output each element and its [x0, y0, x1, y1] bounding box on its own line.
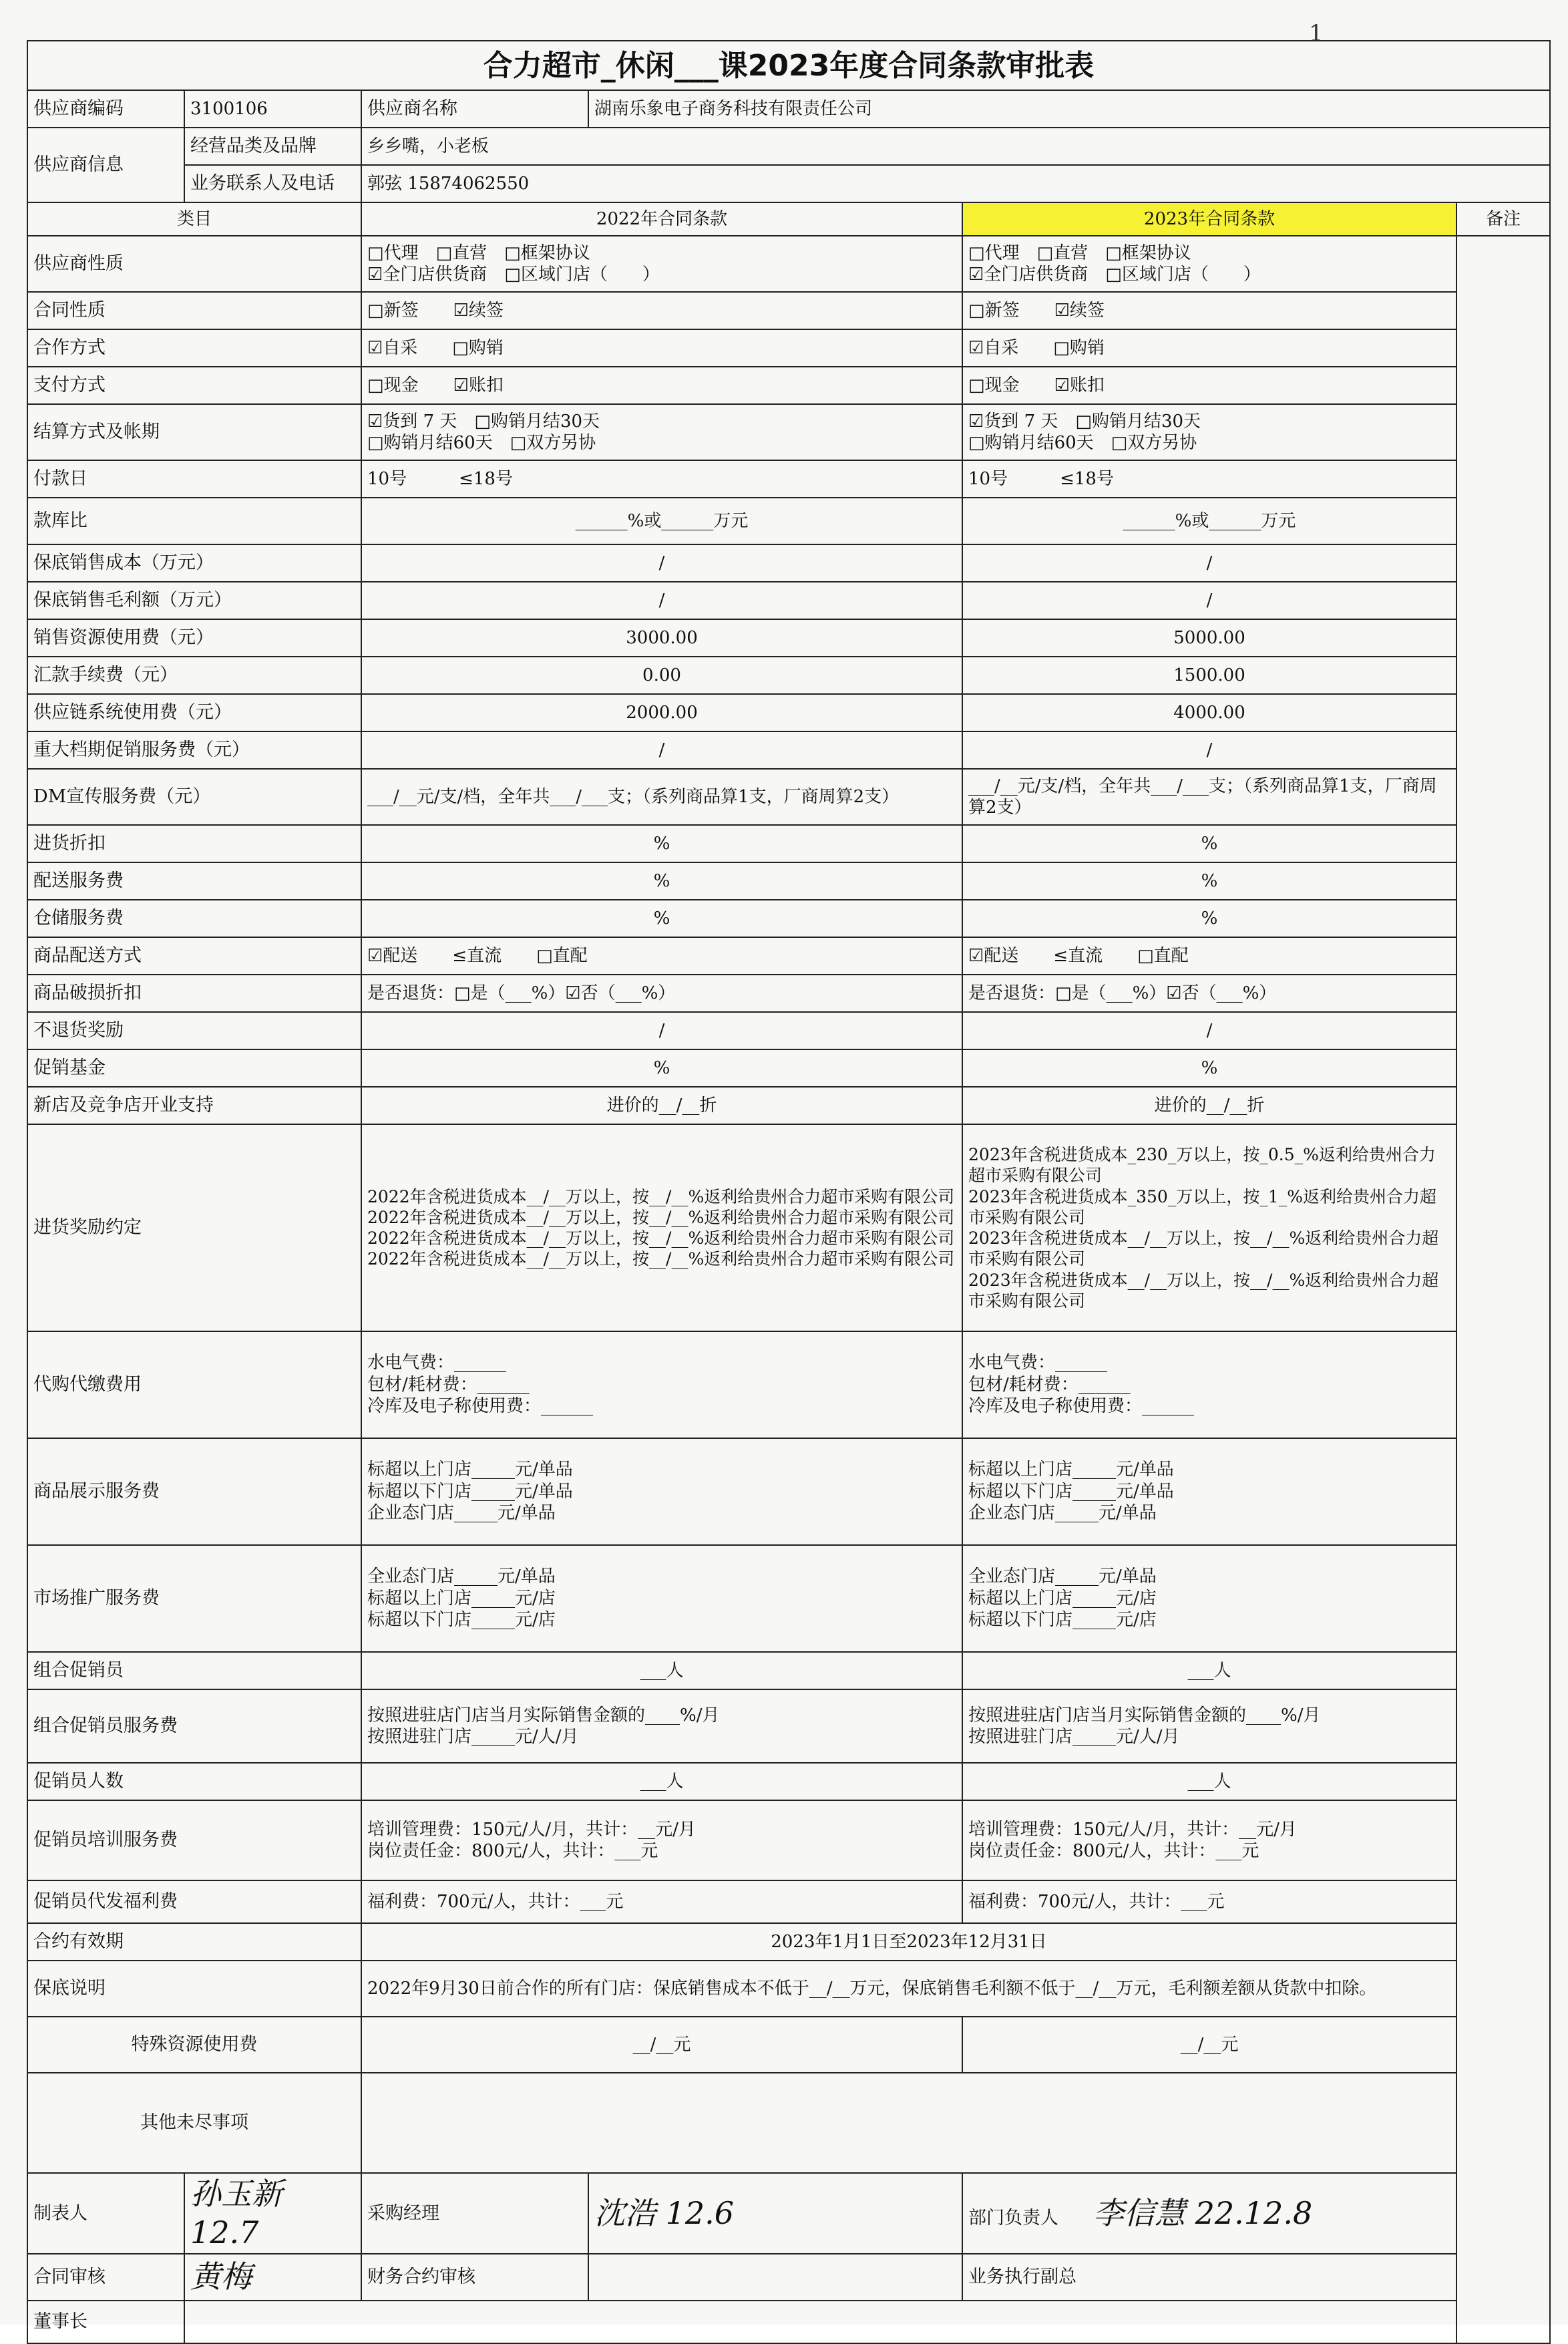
combo-fee-2022-2: 按照进驻门店_____元/人/月: [367, 1727, 579, 1747]
reward-label: 进货奖励约定: [27, 1124, 361, 1331]
fund-2023: %: [962, 1049, 1456, 1087]
dm-fee-label: DM宣传服务费（元）: [27, 769, 361, 825]
reward-2023-3: 2023年含税进货成本__/__万以上，按__/__%返利给贵州合力超市采购有限公司: [968, 1228, 1439, 1269]
pay-2023: □现金 ☑账扣: [962, 367, 1456, 404]
dm-fee-2022: ___/__元/支/档，全年共___/___支；（系列商品算1支，厂商周算2支）: [361, 769, 962, 825]
maker-signature: [184, 2173, 361, 2254]
nature-2022-line1: □代理 □直营 □框架协议: [367, 242, 590, 263]
contract-2022: □新签 ☑续签: [361, 292, 962, 329]
market-2023-3: 标超以下门店_____元/店: [968, 1610, 1157, 1631]
pay-2022: □现金 ☑账扣: [361, 367, 962, 404]
delivery-mode-2022: ☑配送 ≤直流 □直配: [361, 937, 962, 975]
special-fee-2023: __/__元: [962, 2017, 1456, 2073]
storage-fee-label: 仓储服务费: [27, 900, 361, 937]
min-margin-2022: /: [361, 582, 962, 619]
dm-fee-2023: ___/__元/支/档，全年共___/___支；（系列商品算1支，厂商周算2支）: [962, 769, 1456, 825]
supplier-code: 3100106: [184, 90, 361, 128]
maker-signature-text: 孙玉新 12.7: [190, 2176, 282, 2250]
noreturn-2023: /: [962, 1012, 1456, 1049]
display-2023-3: 企业态门店_____元/单品: [968, 1503, 1157, 1524]
nature-label: 供应商性质: [27, 236, 361, 292]
agency-label: 代购代缴费用: [27, 1331, 361, 1438]
display-2022-1: 标超以上门店_____元/单品: [367, 1460, 573, 1480]
agency-2022-2: 包材/耗材费：______: [367, 1374, 530, 1395]
delivery-fee-label: 配送服务费: [27, 862, 361, 900]
delivery-mode-label: 商品配送方式: [27, 937, 361, 975]
chair-signature: [184, 2301, 1550, 2343]
stock-label: 款库比: [27, 498, 361, 544]
stock-2023: ______%或______万元: [962, 498, 1456, 544]
combo-2022: ___人: [361, 1652, 962, 1689]
payday-2023: 10号 ≤18号: [962, 460, 1456, 498]
market-2023-1: 全业态门店_____元/单品: [968, 1566, 1157, 1587]
agency-2023-3: 冷库及电子称使用费：______: [968, 1396, 1195, 1417]
guarantee-label: 保底说明: [27, 1961, 361, 2017]
payday-2022: 10号 ≤18号: [361, 460, 962, 498]
category-value: 乡乡嘴，小老板: [361, 128, 1550, 165]
remark-header: 备注: [1456, 202, 1550, 236]
newstore-label: 新店及竞争店开业支持: [27, 1087, 361, 1124]
supply-fee-label: 供应链系统使用费（元）: [27, 694, 361, 731]
dept-label: 部门负责人: [968, 2207, 1058, 2228]
item-header: 类目: [27, 202, 361, 236]
market-2022-3: 标超以下门店_____元/店: [367, 1610, 556, 1631]
combo-2023: ___人: [962, 1652, 1456, 1689]
damage-label: 商品破损折扣: [27, 975, 361, 1012]
agency-2022-3: 冷库及电子称使用费：______: [367, 1396, 594, 1417]
train-2022-1: 培训管理费：150元/人/月，共计：__元/月: [367, 1819, 696, 1840]
review-label: 合同审核: [27, 2254, 184, 2301]
settle-2022-line1: ☑货到 7 天 □购销月结30天: [367, 411, 600, 432]
display-2023-2: 标超以下门店_____元/单品: [968, 1481, 1174, 1502]
display-2022-2: 标超以下门店_____元/单品: [367, 1481, 573, 1502]
train-2023-2: 岗位责任金：800元/人，共计：___元: [968, 1841, 1259, 1861]
delivery-fee-2023: %: [962, 862, 1456, 900]
guarantee-text: 2022年9月30日前合作的所有门店：保底销售成本不低于__/__万元，保底销售毛利额不低于__/__万元，毛利额差额从货款中扣除。: [361, 1961, 1456, 2017]
promo-fee-2023: /: [962, 731, 1456, 769]
supplier-code-label: 供应商编码: [27, 90, 184, 128]
display-fee-label: 商品展示服务费: [27, 1438, 361, 1545]
noreturn-label: 不退货奖励: [27, 1012, 361, 1049]
supply-fee-2022: 2000.00: [361, 694, 962, 731]
resource-fee-label: 销售资源使用费（元）: [27, 619, 361, 657]
special-fee-2022: __/__元: [361, 2017, 962, 2073]
staff-2023: ___人: [962, 1763, 1456, 1800]
approval-form: [27, 40, 1551, 2344]
train-2023-1: 培训管理费：150元/人/月，共计：__元/月: [968, 1819, 1297, 1840]
reward-2022-4: 2022年含税进货成本__/__万以上，按__/__%返利给贵州合力超市采购有限公司: [367, 1249, 955, 1269]
category-label: 经营品类及品牌: [184, 128, 361, 165]
manager-label: 采购经理: [361, 2173, 588, 2254]
remark-column: [1456, 236, 1550, 2343]
vp-cell: [962, 2254, 1550, 2301]
vp-label: 业务执行副总: [968, 2267, 1076, 2288]
delivery-mode-2023: ☑配送 ≤直流 □直配: [962, 937, 1456, 975]
supplier-name-label: 供应商名称: [361, 90, 588, 128]
discount-label: 进货折扣: [27, 825, 361, 862]
contact-value: 郭弦 15874062550: [361, 165, 1550, 202]
staff-2022: ___人: [361, 1763, 962, 1800]
combo-fee-2022-1: 按照进驻店门店当月实际销售金额的____%/月: [367, 1705, 720, 1725]
settle-2023-line1: ☑货到 7 天 □购销月结30天: [968, 411, 1201, 432]
welfare-label: 促销员代发福利费: [27, 1880, 361, 1923]
contact-label: 业务联系人及电话: [184, 165, 361, 202]
resource-fee-2022: 3000.00: [361, 619, 962, 657]
agency-2023-2: 包材/耗材费：______: [968, 1374, 1131, 1395]
review-signature-text: 黄梅: [190, 2258, 252, 2295]
header-2023: 2023年合同条款: [962, 202, 1456, 236]
valid-label: 合约有效期: [27, 1923, 361, 1961]
combo-label: 组合促销员: [27, 1652, 361, 1689]
dept-signature-text: 李信慧 22.12.8: [1093, 2194, 1313, 2231]
other-label: 其他未尽事项: [27, 2073, 361, 2173]
manager-signature-text: 沈浩 12.6: [594, 2194, 735, 2231]
min-cost-2022: /: [361, 544, 962, 582]
discount-2022: %: [361, 825, 962, 862]
supplier-name: 湖南乐象电子商务科技有限责任公司: [588, 90, 1550, 128]
min-margin-2023: /: [962, 582, 1456, 619]
delivery-fee-2022: %: [361, 862, 962, 900]
display-2023-1: 标超以上门店_____元/单品: [968, 1460, 1174, 1480]
staff-label: 促销员人数: [27, 1763, 361, 1800]
combo-fee-2023-1: 按照进驻店门店当月实际销售金额的____%/月: [968, 1705, 1321, 1725]
fund-2022: %: [361, 1049, 962, 1087]
settle-2022-line2: □购销月结60天 □双方另协: [367, 433, 596, 453]
market-2022-2: 标超以上门店_____元/店: [367, 1588, 556, 1609]
chair-label: 董事长: [27, 2301, 184, 2343]
settle-label: 结算方式及帐期: [27, 404, 361, 460]
combo-fee-label: 组合促销员服务费: [27, 1689, 361, 1763]
train-fee-label: 促销员培训服务费: [27, 1800, 361, 1880]
min-cost-label: 保底销售成本（万元）: [27, 544, 361, 582]
combo-fee-2023-2: 按照进驻门店_____元/人/月: [968, 1727, 1180, 1747]
market-fee-label: 市场推广服务费: [27, 1545, 361, 1652]
payday-label: 付款日: [27, 460, 361, 498]
agency-2022-1: 水电气费：______: [367, 1353, 507, 1373]
promo-fee-label: 重大档期促销服务费（元）: [27, 731, 361, 769]
review-signature: [184, 2254, 361, 2301]
special-fee-label: 特殊资源使用费: [27, 2017, 361, 2073]
supplier-info-label: 供应商信息: [27, 128, 184, 202]
reward-2023-4: 2023年含税进货成本__/__万以上，按__/__%返利给贵州合力超市采购有限公司: [968, 1270, 1439, 1311]
train-2022-2: 岗位责任金：800元/人，共计：___元: [367, 1841, 658, 1861]
nature-2023-line2: ☑全门店供货商 □区域门店（ ）: [968, 265, 1261, 285]
reward-2022-2: 2022年含税进货成本__/__万以上，按__/__%返利给贵州合力超市采购有限公司: [367, 1207, 955, 1227]
damage-2022: 是否退货：□是（___%）☑否（___%）: [361, 975, 962, 1012]
min-cost-2023: /: [962, 544, 1456, 582]
promo-fee-2022: /: [361, 731, 962, 769]
noreturn-2022: /: [361, 1012, 962, 1049]
reward-2022-1: 2022年含税进货成本__/__万以上，按__/__%返利给贵州合力超市采购有限公司: [367, 1186, 955, 1206]
reward-2023-2: 2023年含税进货成本_350_万以上，按_1_%返利给贵州合力超市采购有限公司: [968, 1186, 1437, 1227]
resource-fee-2023: 5000.00: [962, 619, 1456, 657]
reward-2023-1: 2023年含税进货成本_230_万以上，按_0.5_%返利给贵州合力超市采购有限公司: [968, 1145, 1436, 1186]
contract-2023: □新签 ☑续签: [962, 292, 1456, 329]
other-content: [361, 2073, 1456, 2173]
stock-2022: ______%或______万元: [361, 498, 962, 544]
form-title: 合力超市_休闲___课2023年度合同条款审批表: [27, 41, 1550, 90]
min-margin-label: 保底销售毛利额（万元）: [27, 582, 361, 619]
newstore-2022: 进价的__/__折: [361, 1087, 962, 1124]
market-2023-2: 标超以上门店_____元/店: [968, 1588, 1157, 1609]
display-2022-3: 企业态门店_____元/单品: [367, 1503, 556, 1524]
agency-2023-1: 水电气费：______: [968, 1353, 1108, 1373]
finance-signature: [588, 2254, 962, 2301]
damage-2023: 是否退货：□是（___%）☑否（___%）: [962, 975, 1456, 1012]
manager-signature: [588, 2173, 962, 2254]
nature-2022-line2: ☑全门店供货商 □区域门店（ ）: [367, 265, 660, 285]
storage-fee-2022: %: [361, 900, 962, 937]
pay-label: 支付方式: [27, 367, 361, 404]
dept-cell: [962, 2173, 1550, 2254]
coop-2023: ☑自采 □购销: [962, 329, 1456, 367]
settle-2023-line2: □购销月结60天 □双方另协: [968, 433, 1197, 453]
contract-label: 合同性质: [27, 292, 361, 329]
remit-fee-2023: 1500.00: [962, 657, 1456, 694]
welfare-2023: 福利费：700元/人，共计：___元: [962, 1880, 1456, 1923]
fund-label: 促销基金: [27, 1049, 361, 1087]
reward-2022-3: 2022年含税进货成本__/__万以上，按__/__%返利给贵州合力超市采购有限公司: [367, 1228, 955, 1248]
corner-mark: 1: [1309, 20, 1324, 47]
finance-label: 财务合约审核: [361, 2254, 588, 2301]
valid-period: 2023年1月1日至2023年12月31日: [361, 1923, 1456, 1961]
newstore-2023: 进价的__/__折: [962, 1087, 1456, 1124]
welfare-2022: 福利费：700元/人，共计：___元: [361, 1880, 962, 1923]
storage-fee-2023: %: [962, 900, 1456, 937]
discount-2023: %: [962, 825, 1456, 862]
supply-fee-2023: 4000.00: [962, 694, 1456, 731]
header-2022: 2022年合同条款: [361, 202, 962, 236]
coop-2022: ☑自采 □购销: [361, 329, 962, 367]
coop-label: 合作方式: [27, 329, 361, 367]
nature-2023-line1: □代理 □直营 □框架协议: [968, 242, 1191, 263]
maker-label: 制表人: [27, 2173, 184, 2254]
remit-fee-2022: 0.00: [361, 657, 962, 694]
remit-fee-label: 汇款手续费（元）: [27, 657, 361, 694]
market-2022-1: 全业态门店_____元/单品: [367, 1566, 556, 1587]
